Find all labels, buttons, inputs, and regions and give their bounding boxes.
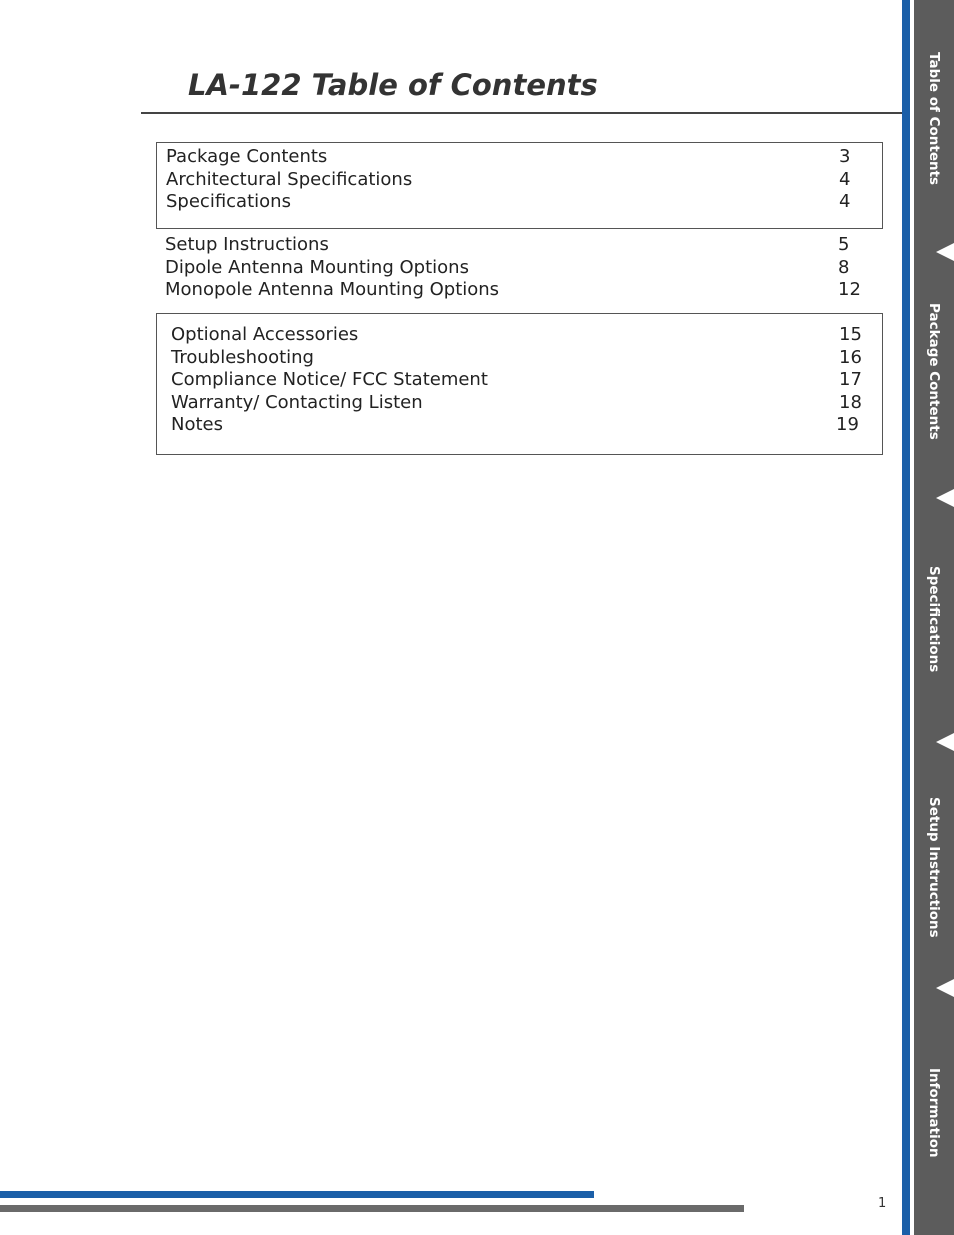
toc-entry-title: Architectural Specifications — [166, 168, 413, 190]
toc-entry-title: Optional Accessories — [171, 324, 359, 345]
toc-entry-title: Troubleshooting — [171, 346, 314, 368]
toc-entry-page: 8 — [838, 256, 850, 278]
footer-blue-bar — [0, 1191, 594, 1198]
toc-group-2 — [156, 233, 883, 313]
page-title: LA-122 Table of Contents — [188, 68, 598, 102]
toc-entry[interactable] — [171, 347, 871, 370]
title-divider — [141, 112, 903, 114]
toc-entry-page: 4 — [839, 168, 851, 190]
sidebar-tab-label: Package Contents — [926, 303, 942, 440]
toc-entry-title: Setup Instructions — [165, 234, 329, 255]
toc-entry-title: Compliance Notice/ FCC Statement — [171, 369, 488, 390]
toc-entry-page: 18 — [839, 391, 862, 413]
sidebar-arrow-icon — [936, 979, 954, 997]
sidebar-tab-package-contents[interactable] — [914, 303, 954, 488]
toc-entry-page: 4 — [839, 191, 851, 212]
toc-entry-page: 16 — [839, 346, 862, 368]
sidebar-arrow-icon — [936, 243, 954, 261]
sidebar-tab-label: Information — [926, 1068, 942, 1158]
toc-entry-page: 17 — [839, 369, 862, 390]
footer-gray-bar — [0, 1205, 744, 1212]
sidebar-tab-label: Table of Contents — [926, 52, 942, 186]
sidebar-tab-specifications[interactable] — [914, 566, 954, 731]
toc-entry-title: Monopole Antenna Mounting Options — [165, 279, 500, 300]
toc-entry[interactable] — [171, 324, 871, 347]
toc-entry-title: Specifications — [166, 191, 291, 212]
toc-entry-page: 15 — [839, 324, 862, 345]
toc-group-3 — [156, 313, 883, 455]
toc-entry-page: 12 — [838, 279, 861, 300]
sidebar-tab-information[interactable] — [914, 1068, 954, 1178]
toc-entry-title: Dipole Antenna Mounting Options — [165, 256, 469, 278]
toc-entry[interactable] — [171, 392, 871, 415]
toc-entry[interactable] — [166, 169, 866, 192]
toc-group-1 — [156, 142, 883, 229]
sidebar-tab-setup-instructions[interactable] — [914, 797, 954, 977]
toc-entry[interactable] — [171, 369, 871, 392]
toc-entry[interactable] — [165, 257, 865, 280]
page-number: 1 — [878, 1196, 887, 1211]
sidebar-tab-label: Specifications — [926, 566, 942, 673]
sidebar-arrow-icon — [936, 489, 954, 507]
toc-entry-title: Warranty/ Contacting Listen — [171, 391, 423, 413]
toc-entry[interactable] — [171, 414, 871, 437]
sidebar-tab-table-of-contents[interactable] — [914, 52, 954, 242]
toc-entry[interactable] — [166, 146, 866, 169]
toc-entry[interactable] — [165, 234, 865, 257]
toc-entry-page: 3 — [839, 146, 851, 167]
toc-entry-page: 19 — [836, 414, 859, 435]
sidebar-accent-stripe — [902, 0, 910, 1235]
toc-entry[interactable] — [166, 191, 866, 214]
toc-entry-title: Package Contents — [166, 146, 328, 167]
sidebar-tab-label: Setup Instructions — [926, 797, 942, 938]
toc-entry[interactable] — [165, 279, 865, 302]
sidebar-arrow-icon — [936, 733, 954, 751]
toc-entry-title: Notes — [171, 414, 223, 435]
toc-entry-page: 5 — [838, 234, 850, 255]
